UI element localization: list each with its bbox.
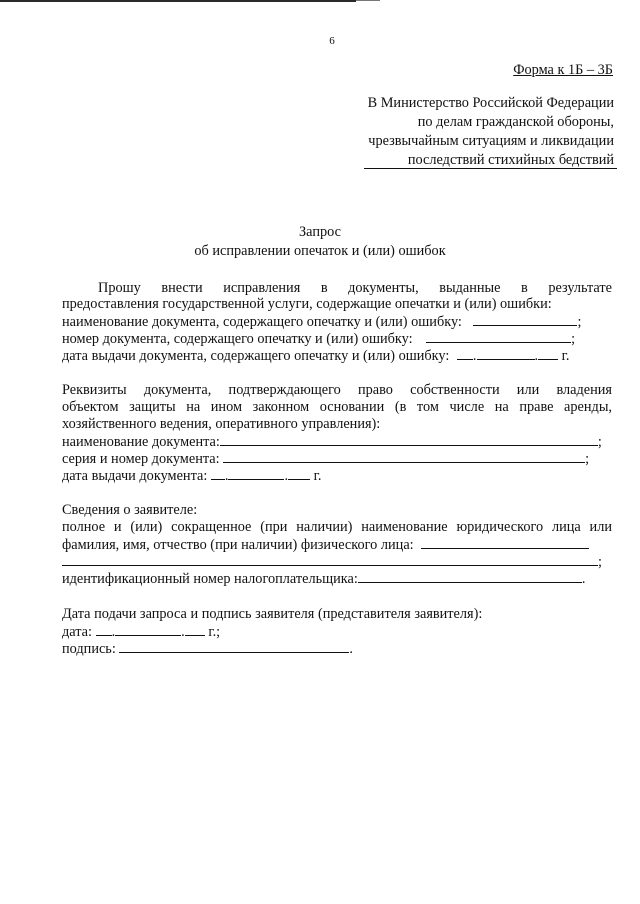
field-label: идентификационный номер налогоплательщика: <box>62 571 358 587</box>
addressee-line: чрезвычайным ситуациям и ликвидации <box>368 133 614 149</box>
field-label: серия и номер документа: <box>62 451 220 467</box>
applicant-heading: Сведения о заявителе: <box>62 502 198 518</box>
property-doc-text-line: хозяйственного ведения, оперативного управления): <box>62 416 381 432</box>
field-label: дата выдачи документа, содержащего опечатку и (или) ошибку: <box>62 348 450 364</box>
date-year-input-line[interactable] <box>288 467 310 480</box>
date-day-input-line[interactable] <box>96 623 112 636</box>
title-line: об исправлении опечаток и (или) ошибок <box>194 243 446 259</box>
title-line: Запрос <box>299 224 341 240</box>
addressee-block <box>364 94 614 170</box>
request-doc-number-field <box>62 330 612 347</box>
field-label: подпись: <box>62 641 116 657</box>
applicant-text-line: полное и (или) сокращенное (при наличии) наименование юридического лица или <box>62 519 612 535</box>
scan-edge-line <box>0 0 356 2</box>
property-doc-date-field: дата выдачи документа: . . г. <box>62 468 322 484</box>
field-label: дата выдачи документа: <box>62 468 208 484</box>
request-intro-line: Прошу внести исправления в документы, выданные в результате <box>98 280 612 296</box>
field-label: наименование документа, содержащего опечатку и (или) ошибку: <box>62 314 462 330</box>
punctuation: . <box>349 641 353 657</box>
year-suffix: г.; <box>208 624 221 640</box>
date-year-input-line[interactable] <box>538 347 558 360</box>
applicant-name-continuation <box>62 553 612 570</box>
submission-heading: Дата подачи запроса и подпись заявителя (представителя заявителя): <box>62 606 483 622</box>
year-suffix: г. <box>313 468 322 484</box>
date-day-input-line[interactable] <box>457 347 473 360</box>
request-doc-date-field: дата выдачи документа, содержащего опечатку и (или) ошибку: . . г. <box>62 348 570 364</box>
signature-input-line[interactable] <box>119 640 349 653</box>
date-month-input-line[interactable] <box>477 347 535 360</box>
doc-name-input-line[interactable] <box>473 313 577 326</box>
date-year-input-line[interactable] <box>185 623 205 636</box>
punctuation: ; <box>577 314 582 330</box>
request-doc-name-field <box>62 313 612 330</box>
applicant-inn-field <box>62 570 612 587</box>
applicant-name-field <box>62 536 612 553</box>
property-doc-text-line: объектом защиты на ином законном основании (в том числе на праве аренды, <box>62 399 612 415</box>
field-label: наименование документа: <box>62 434 220 450</box>
submission-date-field: дата: . . г.; <box>62 624 221 640</box>
applicant-name-input-line[interactable] <box>421 536 589 549</box>
field-label: номер документа, содержащего опечатку и (или) ошибку: <box>62 331 413 347</box>
punctuation: ; <box>585 451 590 467</box>
form-reference: Форма к 1Б – 3Б <box>513 62 613 78</box>
date-day-input-line[interactable] <box>211 467 225 480</box>
punctuation: ; <box>571 331 576 347</box>
addressee-line: последствий стихийных бедствий <box>364 152 617 169</box>
year-suffix: г. <box>561 348 570 364</box>
date-month-input-line[interactable] <box>115 623 181 636</box>
field-label: дата: <box>62 624 92 640</box>
applicant-name-input-line-2[interactable] <box>62 553 598 566</box>
property-doc-series-input-line[interactable] <box>223 450 585 463</box>
addressee-line: по делам гражданской обороны, <box>417 114 614 130</box>
property-doc-text-line: Реквизиты документа, подтверждающего право собственности или владения <box>62 382 612 398</box>
date-month-input-line[interactable] <box>228 467 284 480</box>
field-label: фамилия, имя, отчество (при наличии) физического лица: <box>62 537 414 553</box>
scan-edge-line <box>356 0 380 1</box>
property-doc-name-field <box>62 433 612 450</box>
punctuation: ; <box>597 434 602 450</box>
request-intro-line: предоставления государственной услуги, содержащие опечатки и (или) ошибки: <box>62 296 552 312</box>
property-doc-name-input-line[interactable] <box>220 433 598 446</box>
page-number: 6 <box>329 35 335 47</box>
submission-signature-field <box>62 640 612 657</box>
punctuation: ; <box>598 554 602 570</box>
punctuation: . <box>581 571 586 587</box>
addressee-line: В Министерство Российской Федерации <box>367 95 614 111</box>
inn-input-line[interactable] <box>358 570 582 583</box>
document-title <box>0 223 640 261</box>
doc-number-input-line[interactable] <box>426 330 571 343</box>
property-doc-series-field <box>62 450 612 467</box>
